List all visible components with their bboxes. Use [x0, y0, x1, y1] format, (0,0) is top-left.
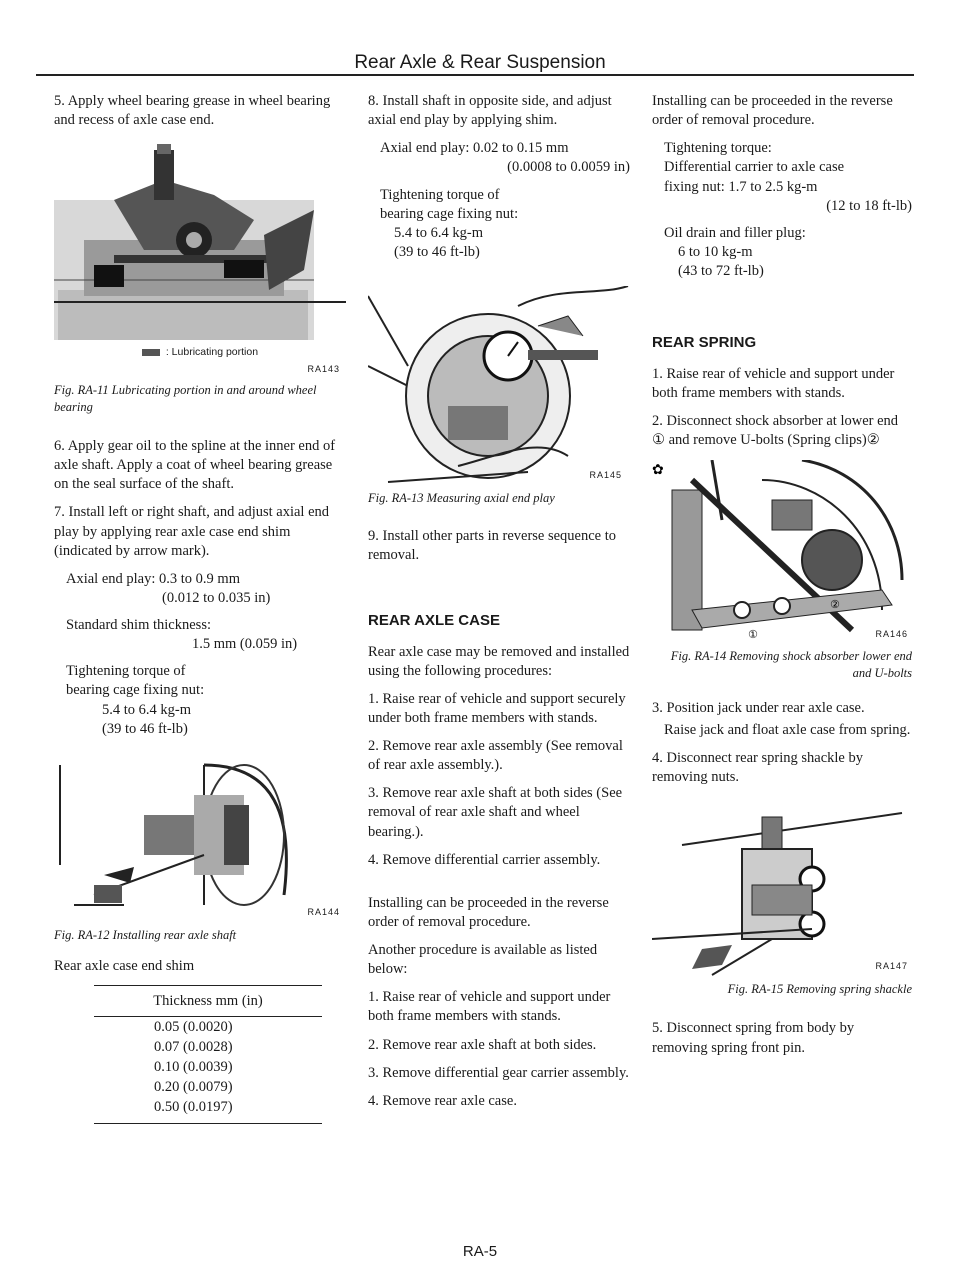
table-row [94, 1077, 322, 1097]
figure-code: RA144 [307, 906, 340, 917]
axle-shaft-install-illustration [54, 755, 346, 923]
step-9: 9. Install other parts in reverse sequence to removal. [368, 527, 617, 563]
paragraph: Installing can be proceeded in the reverse order of removal procedure. [368, 894, 609, 930]
table-row [94, 1097, 322, 1124]
spec-line: (0.0008 to 0.0059 in) [507, 159, 630, 176]
figure-caption: Fig. RA-13 Measuring axial end play [368, 491, 555, 505]
spec-torque [664, 139, 912, 216]
spec-line: Standard shim thickness: [66, 617, 211, 634]
spec-line: Axial end play: 0.02 to 0.15 mm [380, 140, 569, 157]
wheel-bearing-cutaway-illustration [54, 140, 346, 340]
figure-ra-11 [54, 140, 346, 375]
spec-shim-thickness [66, 616, 346, 654]
list-item: 1. Raise rear of vehicle and support securely under both frame members with stands. [368, 690, 626, 726]
figure-caption: Fig. RA-11 Lubricating portion in and around wheel bearing [54, 383, 317, 414]
paragraph: Rear axle case may be removed and installed using the following procedures: [368, 643, 630, 679]
spec-torque [380, 186, 630, 263]
section-heading: REAR AXLE CASE [368, 611, 500, 629]
step-7: 7. Install left or right shaft, and adjust axial end play by applying rear axle case end shim (indicated by arrow mark). [54, 504, 330, 559]
spec-line: Oil drain and filler plug: [664, 224, 806, 241]
spec-line: Tightening torque: [664, 140, 772, 157]
list-item: 4. Remove differential carrier assembly. [368, 851, 601, 868]
header-rule [36, 74, 914, 76]
spec-line: 5.4 to 6.4 kg-m [102, 701, 192, 718]
table-header: Thickness mm (in) [94, 986, 322, 1016]
spec-plug [664, 224, 912, 281]
figure-ra-14 [652, 460, 912, 644]
figure-code: RA147 [875, 961, 908, 972]
legend-lubricating [54, 346, 346, 360]
figure-ra-12 [54, 755, 346, 923]
list-item: 1. Raise rear of vehicle and support under both frame members with stands. [652, 365, 895, 402]
table-cell: 0.50 (0.0197) [94, 1097, 322, 1124]
page-header: Rear Axle & Rear Suspension [354, 52, 606, 73]
table-title: Rear axle case end shim [54, 958, 195, 975]
spec-line: (0.012 to 0.035 in) [162, 589, 271, 606]
spec-axial-end-play [380, 139, 630, 177]
step-6: 6. Apply gear oil to the spline at the inner end of axle shaft. Apply a coat of wheel bearing grease on the seal surface of the shaft. [54, 438, 336, 493]
list-item: 4. Remove rear axle case. [368, 1092, 517, 1109]
figure-code: RA146 [875, 628, 908, 639]
callout-2: ② [830, 598, 840, 612]
spring-shackle-illustration [652, 809, 912, 977]
list-item: 3. Remove rear axle shaft at both sides (See removal of rear axle shaft and wheel bearing.). [368, 785, 623, 840]
step-5: 5. Apply wheel bearing grease in wheel bearing and recess of axle case end. [54, 93, 331, 129]
step-8: 8. Install shaft in opposite side, and adjust axial end play by applying shim. [368, 93, 612, 129]
table-row [94, 1016, 322, 1037]
callout-1: ① [748, 628, 758, 642]
list-item: 2. Remove rear axle assembly (See removal of rear axle assembly.). [368, 738, 623, 774]
page-number: RA-5 [462, 1243, 498, 1260]
list-item: 1. Raise rear of vehicle and support under both frame members with stands. [368, 989, 611, 1025]
column-right [652, 92, 912, 1067]
column-left [54, 92, 346, 1124]
spec-line: (39 to 46 ft-lb) [394, 243, 480, 260]
list-item: 3. Remove differential gear carrier assembly. [368, 1064, 629, 1081]
column-middle [368, 92, 630, 1120]
spec-line: bearing cage fixing nut: [66, 682, 205, 699]
table-header-row [94, 986, 322, 1016]
spec-line: Tightening torque of [66, 663, 186, 680]
spec-line: fixing nut: 1.7 to 2.5 kg-m [664, 178, 818, 195]
list-item: 4. Disconnect rear spring shackle by removing nuts. [652, 749, 863, 785]
figure-code: RA145 [589, 470, 622, 481]
list-item: Raise jack and float axle case from spring. [664, 721, 911, 738]
spec-line: 5.4 to 6.4 kg-m [394, 224, 484, 241]
spec-line: 6 to 10 kg-m [678, 243, 753, 260]
list-item: 5. Disconnect spring from body by removing spring front pin. [652, 1020, 855, 1056]
shock-absorber-ubolt-illustration [652, 460, 912, 644]
table-cell: 0.10 (0.0039) [154, 1058, 233, 1075]
figure-caption: Fig. RA-12 Installing rear axle shaft [54, 927, 237, 942]
figure-code: RA143 [307, 364, 340, 375]
paragraph: Installing can be proceeded in the reverse order of removal procedure. [652, 93, 893, 129]
shim-table [94, 985, 322, 1124]
figure-ra-13 [368, 286, 630, 486]
spec-line: (43 to 72 ft-lb) [678, 263, 764, 279]
table-row [94, 1057, 322, 1077]
spec-line: (39 to 46 ft-lb) [102, 720, 188, 737]
paragraph: Another procedure is available as listed below: [368, 942, 598, 978]
list-item: 2. Remove rear axle shaft at both sides. [368, 1036, 597, 1053]
figure-caption: Fig. RA-15 Removing spring shackle [727, 981, 912, 996]
spec-line: Differential carrier to axle case [664, 159, 845, 176]
spec-line: (12 to 18 ft-lb) [826, 197, 912, 214]
spec-torque [66, 662, 346, 739]
spec-axial-end-play [66, 570, 346, 608]
corner-mark: ✿ [652, 462, 664, 479]
legend-label: : Lubricating portion [165, 346, 259, 359]
spec-line: 1.5 mm (0.059 in) [192, 636, 298, 653]
spec-line: Tightening torque of [380, 186, 500, 203]
figure-caption: Fig. RA-14 Removing shock absorber lower end and U-bolts [670, 649, 912, 680]
section-heading: REAR SPRING [652, 334, 757, 352]
spec-line: bearing cage fixing nut: [380, 205, 519, 222]
table-cell: 0.05 (0.0020) [154, 1018, 233, 1035]
figure-ra-15 [652, 809, 912, 977]
list-item: 2. Disconnect shock absorber at lower end ① and remove U-bolts (Spring clips)② [652, 413, 899, 449]
table-cell: 0.20 (0.0079) [154, 1078, 233, 1095]
spec-line: Axial end play: 0.3 to 0.9 mm [66, 570, 240, 587]
lubrication-mark-icon [142, 349, 160, 356]
table-row [94, 1037, 322, 1057]
list-item: 3. Position jack under rear axle case. [652, 700, 865, 717]
dial-gauge-measurement-illustration [368, 286, 630, 486]
table-cell: 0.07 (0.0028) [154, 1038, 233, 1055]
